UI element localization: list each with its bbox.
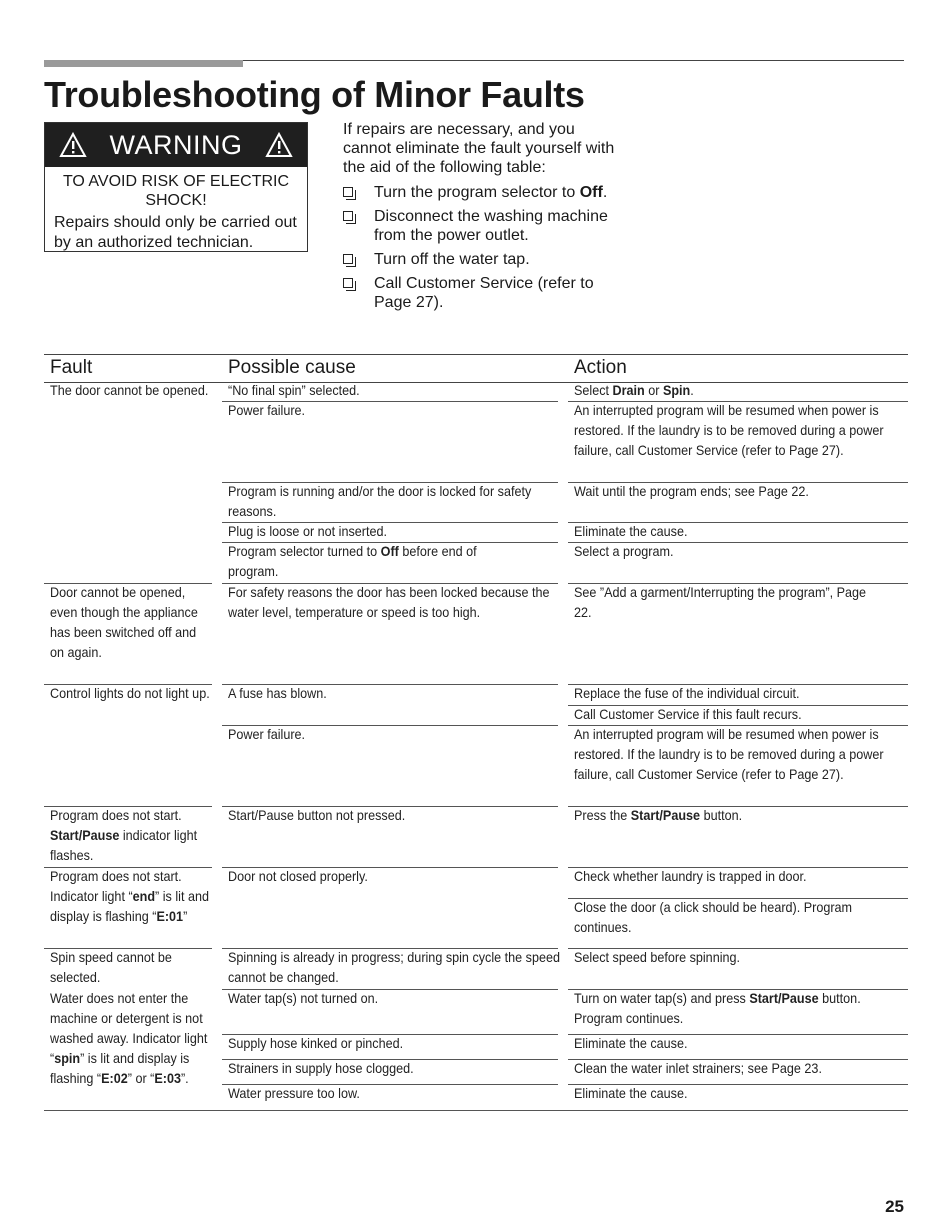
action-cell: Eliminate the cause. <box>574 1035 688 1051</box>
action-cell: Clean the water inlet strainers; see Page 23. <box>574 1060 822 1076</box>
table-bottom-rule <box>44 1110 908 1111</box>
intro-section <box>343 120 623 317</box>
cause-cell: Door not closed properly. <box>228 868 368 884</box>
page-number: 25 <box>885 1197 904 1216</box>
warning-body: Repairs should only be carried out by an authorized technician. <box>54 214 297 251</box>
step-text: Call Customer Service (refer to Page 27). <box>374 275 594 311</box>
fault-cell: Control lights do not light up. <box>50 685 210 701</box>
cause-cell: Water tap(s) not turned on. <box>228 990 379 1006</box>
checkbox-icon <box>343 211 353 221</box>
step-bold: Off <box>579 184 603 201</box>
action-cell: Press the Start/Pause button. <box>574 807 743 823</box>
header-action: Action <box>574 357 627 378</box>
step-text: Turn the program selector to <box>374 184 580 201</box>
warning-header <box>45 123 307 167</box>
step-text: Turn off the water tap. <box>374 251 530 268</box>
checkbox-icon <box>343 187 353 197</box>
fault-cell: The door cannot be opened. <box>50 382 209 398</box>
step-item <box>343 183 623 202</box>
cause-cell: Program is running and/or the door is locked for safety reasons. <box>228 483 532 519</box>
table-header <box>44 354 908 383</box>
action-cell: Wait until the program ends; see Page 22. <box>574 483 809 499</box>
cause-cell: Program selector turned to Off before end of program. <box>228 543 477 579</box>
step-item <box>343 250 623 269</box>
header-cause: Possible cause <box>228 357 356 378</box>
cause-cell: Spinning is already in progress; during spin cycle the speed cannot be changed. <box>228 949 561 985</box>
cause-cell: Water pressure too low. <box>228 1085 360 1101</box>
checkbox-icon <box>343 254 353 264</box>
action-cell: Select a program. <box>574 543 674 559</box>
action-cell: Eliminate the cause. <box>574 523 688 539</box>
cause-cell: A fuse has blown. <box>228 685 327 701</box>
warning-subheading: TO AVOID RISK OF ELECTRIC SHOCK! <box>62 173 290 209</box>
cause-cell: Power failure. <box>228 726 306 742</box>
action-cell: An interrupted program will be resumed when power is restored. If the laundry is to be removed during a power failure, call Customer Service (refer to Page 27). <box>574 402 884 458</box>
action-cell: Eliminate the cause. <box>574 1085 688 1101</box>
cause-cell: “No final spin” selected. <box>228 382 360 398</box>
action-cell: Close the door (a click should be heard). Program continues. <box>574 899 853 935</box>
action-cell: Check whether laundry is trapped in door. <box>574 868 807 884</box>
warning-box <box>44 122 308 252</box>
warning-triangle-icon <box>59 132 87 158</box>
checkbox-icon <box>343 278 353 288</box>
fault-cell: Program does not start. Indicator light “end” is lit and display is flashing “E:01” <box>50 868 209 924</box>
step-item <box>343 207 623 245</box>
cause-cell: Strainers in supply hose clogged. <box>228 1060 414 1076</box>
intro-text: If repairs are necessary, and you cannot eliminate the fault yourself with the aid of the following table: <box>343 121 615 176</box>
action-cell: Select speed before spinning. <box>574 949 741 965</box>
warning-heading: WARNING <box>109 129 243 160</box>
intro-steps <box>343 183 623 312</box>
action-cell: Turn on water tap(s) and press Start/Pause button. Program continues. <box>574 990 861 1026</box>
step-item <box>343 274 623 312</box>
step-text: Disconnect the washing machine from the power outlet. <box>374 208 608 244</box>
action-cell: An interrupted program will be resumed when power is restored. If the laundry is to be removed during a power failure, call Customer Service (refer to Page 27). <box>574 726 884 782</box>
fault-cell: Door cannot be opened, even though the appliance has been switched off and on again. <box>50 584 198 660</box>
warning-triangle-icon <box>265 132 293 158</box>
top-accent-bar <box>44 60 243 67</box>
page-title: Troubleshooting of Minor Faults <box>44 74 585 115</box>
fault-cell: Water does not enter the machine or detergent is not washed away. Indicator light “spin” is lit and display is flashing “E:02” or “E:03”. <box>50 990 208 1086</box>
step-text: . <box>602 184 608 201</box>
cause-cell: Plug is loose or not inserted. <box>228 523 387 539</box>
troubleshooting-table <box>44 354 908 1101</box>
cause-cell: Power failure. <box>228 402 306 418</box>
fault-cell: Spin speed cannot be selected. <box>50 949 172 985</box>
cause-cell: Start/Pause button not pressed. <box>228 807 406 823</box>
cause-cell: Supply hose kinked or pinched. <box>228 1035 404 1051</box>
action-cell: Call Customer Service if this fault recurs. <box>574 706 802 722</box>
action-cell: See ”Add a garment/Interrupting the program”, Page 22. <box>574 584 867 620</box>
action-cell: Select Drain or Spin. <box>574 382 694 398</box>
header-fault: Fault <box>50 357 93 378</box>
cause-cell: For safety reasons the door has been locked because the water level, temperature or speed is too high. <box>228 584 550 620</box>
action-cell: Replace the fuse of the individual circuit. <box>574 685 800 701</box>
fault-cell: Program does not start. Start/Pause indicator light flashes. <box>50 807 198 863</box>
